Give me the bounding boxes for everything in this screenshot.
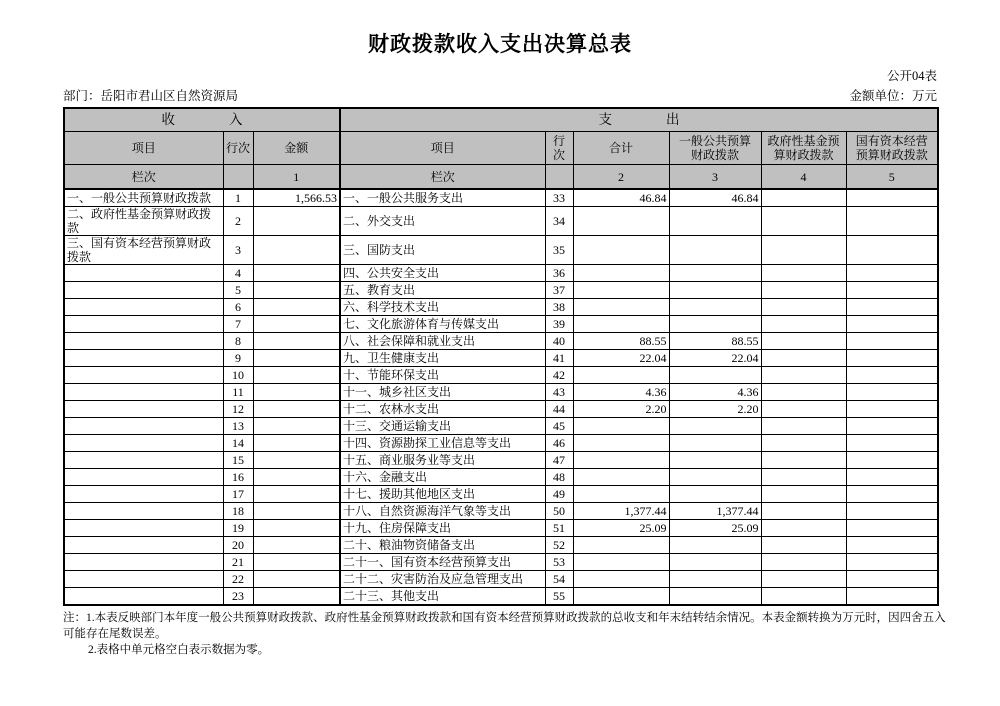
income-item-cell xyxy=(64,418,223,435)
income-amount-cell xyxy=(253,316,340,333)
income-item-cell xyxy=(64,571,223,588)
income-item-cell xyxy=(64,299,223,316)
expense-item-cell: 十、节能环保支出 xyxy=(340,367,545,384)
income-item-cell xyxy=(64,537,223,554)
expense-item-cell: 二十二、灾害防治及应急管理支出 xyxy=(340,571,545,588)
income-line-no-cell: 3 xyxy=(223,236,253,265)
general-public-budget-cell: 46.84 xyxy=(669,189,761,207)
income-line-no-cell: 15 xyxy=(223,452,253,469)
income-item-cell xyxy=(64,333,223,350)
income-amount-cell xyxy=(253,486,340,503)
general-public-budget-cell xyxy=(669,588,761,606)
expense-line-no-cell: 42 xyxy=(545,367,573,384)
expense-total-cell xyxy=(573,316,669,333)
expense-line-no-cell: 37 xyxy=(545,282,573,299)
income-line-no-cell: 2 xyxy=(223,207,253,236)
state-capital-budget-cell xyxy=(846,265,938,282)
state-capital-budget-cell xyxy=(846,401,938,418)
income-amount-cell xyxy=(253,571,340,588)
govt-fund-budget-cell xyxy=(761,316,846,333)
income-line-no-cell: 8 xyxy=(223,333,253,350)
income-amount-cell xyxy=(253,207,340,236)
income-amount-cell xyxy=(253,503,340,520)
index-income-amount: 1 xyxy=(253,165,340,190)
note-line-1: 注：1.本表反映部门本年度一般公共预算财政拨款、政府性基金预算财政拨款和国有资本经营预算财政拨款的总收支和年末结转结余情况。本表金额转换为万元时，因四舍五入可能存在尾数误差。 xyxy=(63,612,946,640)
expense-line-no-cell: 39 xyxy=(545,316,573,333)
state-capital-budget-cell xyxy=(846,520,938,537)
state-capital-budget-cell xyxy=(846,189,938,207)
expense-item-cell: 六、科学技术支出 xyxy=(340,299,545,316)
govt-fund-budget-cell xyxy=(761,537,846,554)
col-header-govt-fund-budget: 政府性基金预 算财政拨款 xyxy=(761,132,846,165)
govt-fund-budget-cell xyxy=(761,207,846,236)
govt-fund-budget-cell xyxy=(761,282,846,299)
income-item-cell: 二、政府性基金预算财政拨款 xyxy=(64,207,223,236)
expense-total-cell xyxy=(573,236,669,265)
general-public-budget-cell: 88.55 xyxy=(669,333,761,350)
table-row xyxy=(64,588,938,606)
expense-item-cell: 二、外交支出 xyxy=(340,207,545,236)
expense-total-cell xyxy=(573,571,669,588)
income-amount-cell xyxy=(253,588,340,606)
income-item-cell xyxy=(64,350,223,367)
income-amount-cell xyxy=(253,236,340,265)
state-capital-budget-cell xyxy=(846,469,938,486)
income-amount-cell xyxy=(253,401,340,418)
expense-item-cell: 十九、住房保障支出 xyxy=(340,520,545,537)
general-public-budget-cell xyxy=(669,418,761,435)
state-capital-budget-cell xyxy=(846,316,938,333)
govt-fund-budget-cell xyxy=(761,571,846,588)
govt-fund-budget-cell xyxy=(761,189,846,207)
expense-total-cell xyxy=(573,282,669,299)
income-line-no-cell: 1 xyxy=(223,189,253,207)
general-public-budget-cell xyxy=(669,367,761,384)
income-amount-cell xyxy=(253,520,340,537)
expense-line-no-cell: 41 xyxy=(545,350,573,367)
income-amount-cell xyxy=(253,350,340,367)
table-row xyxy=(64,282,938,299)
income-line-no-cell: 13 xyxy=(223,418,253,435)
general-public-budget-cell xyxy=(669,486,761,503)
expense-item-cell: 三、国防支出 xyxy=(340,236,545,265)
expense-line-no-cell: 35 xyxy=(545,236,573,265)
table-row xyxy=(64,571,938,588)
state-capital-budget-cell xyxy=(846,418,938,435)
expense-total-cell xyxy=(573,537,669,554)
expense-item-cell: 十五、商业服务业等支出 xyxy=(340,452,545,469)
general-public-budget-cell xyxy=(669,265,761,282)
income-line-no-cell: 20 xyxy=(223,537,253,554)
income-line-no-cell: 7 xyxy=(223,316,253,333)
income-item-cell xyxy=(64,316,223,333)
general-public-budget-cell xyxy=(669,207,761,236)
income-item-cell: 一、一般公共预算财政拨款 xyxy=(64,189,223,207)
income-line-no-cell: 10 xyxy=(223,367,253,384)
expense-total-cell xyxy=(573,452,669,469)
income-line-no-cell: 18 xyxy=(223,503,253,520)
govt-fund-budget-cell xyxy=(761,350,846,367)
expense-total-cell xyxy=(573,554,669,571)
expense-total-cell xyxy=(573,588,669,606)
income-line-no-cell: 19 xyxy=(223,520,253,537)
table-row xyxy=(64,350,938,367)
expense-item-cell: 九、卫生健康支出 xyxy=(340,350,545,367)
expense-item-cell: 二十一、国有资本经营预算支出 xyxy=(340,554,545,571)
col-header-income-item: 项目 xyxy=(64,132,223,165)
govt-fund-budget-cell xyxy=(761,469,846,486)
govt-fund-budget-cell xyxy=(761,554,846,571)
index-expense-line-no xyxy=(545,165,573,190)
expense-total-cell: 2.20 xyxy=(573,401,669,418)
expense-item-cell: 一、一般公共服务支出 xyxy=(340,189,545,207)
table-row xyxy=(64,554,938,571)
expense-item-cell: 十四、资源勘探工业信息等支出 xyxy=(340,435,545,452)
expense-total-cell xyxy=(573,207,669,236)
state-capital-budget-cell xyxy=(846,503,938,520)
general-public-budget-cell xyxy=(669,537,761,554)
general-public-budget-cell xyxy=(669,554,761,571)
income-group-header: 收 入 xyxy=(64,108,340,132)
income-item-cell xyxy=(64,367,223,384)
general-public-budget-cell xyxy=(669,299,761,316)
income-line-no-cell: 5 xyxy=(223,282,253,299)
index-state-capital-budget: 5 xyxy=(846,165,938,190)
income-item-cell xyxy=(64,520,223,537)
expense-total-cell: 22.04 xyxy=(573,350,669,367)
expense-line-no-cell: 34 xyxy=(545,207,573,236)
expense-line-no-cell: 53 xyxy=(545,554,573,571)
col-header-general-public-budget: 一般公共预算 财政拨款 xyxy=(669,132,761,165)
column-header-row xyxy=(64,132,938,165)
table-row xyxy=(64,418,938,435)
sheet-label: 公开04表 xyxy=(886,69,937,83)
income-line-no-cell: 14 xyxy=(223,435,253,452)
general-public-budget-cell xyxy=(669,435,761,452)
expense-total-cell xyxy=(573,418,669,435)
income-amount-cell xyxy=(253,265,340,282)
expense-item-cell: 十一、城乡社区支出 xyxy=(340,384,545,401)
state-capital-budget-cell xyxy=(846,384,938,401)
income-amount-cell xyxy=(253,554,340,571)
income-item-cell xyxy=(64,469,223,486)
income-item-cell xyxy=(64,265,223,282)
expense-item-cell: 十八、自然资源海洋气象等支出 xyxy=(340,503,545,520)
state-capital-budget-cell xyxy=(846,537,938,554)
state-capital-budget-cell xyxy=(846,554,938,571)
index-expense-total: 2 xyxy=(573,165,669,190)
table-row xyxy=(64,333,938,350)
expense-item-cell: 二十、粮油物资储备支出 xyxy=(340,537,545,554)
state-capital-budget-cell xyxy=(846,571,938,588)
expense-total-cell xyxy=(573,469,669,486)
table-row xyxy=(64,316,938,333)
table-body xyxy=(64,189,938,605)
expense-total-cell: 4.36 xyxy=(573,384,669,401)
state-capital-budget-cell xyxy=(846,207,938,236)
state-capital-budget-cell xyxy=(846,588,938,606)
table-row xyxy=(64,189,938,207)
department-label: 部门：岳阳市君山区自然资源局 xyxy=(63,89,239,103)
general-public-budget-cell xyxy=(669,316,761,333)
expense-line-no-cell: 44 xyxy=(545,401,573,418)
income-line-no-cell: 17 xyxy=(223,486,253,503)
general-public-budget-cell: 22.04 xyxy=(669,350,761,367)
expense-item-cell: 二十三、其他支出 xyxy=(340,588,545,606)
income-amount-cell xyxy=(253,367,340,384)
table-row xyxy=(64,486,938,503)
expense-line-no-cell: 52 xyxy=(545,537,573,554)
expense-total-cell: 88.55 xyxy=(573,333,669,350)
general-public-budget-cell xyxy=(669,282,761,299)
col-header-income-line-no: 行次 xyxy=(223,132,253,165)
income-line-no-cell: 4 xyxy=(223,265,253,282)
govt-fund-budget-cell xyxy=(761,418,846,435)
income-line-no-cell: 12 xyxy=(223,401,253,418)
general-public-budget-cell xyxy=(669,469,761,486)
general-public-budget-cell xyxy=(669,452,761,469)
income-line-no-cell: 22 xyxy=(223,571,253,588)
income-line-no-cell: 23 xyxy=(223,588,253,606)
state-capital-budget-cell xyxy=(846,350,938,367)
income-amount-cell xyxy=(253,333,340,350)
general-public-budget-cell: 4.36 xyxy=(669,384,761,401)
expense-item-cell: 十六、金融支出 xyxy=(340,469,545,486)
expense-total-cell xyxy=(573,367,669,384)
col-header-state-capital-budget: 国有资本经营 预算财政拨款 xyxy=(846,132,938,165)
income-item-cell xyxy=(64,282,223,299)
income-amount-cell: 1,566.53 xyxy=(253,189,340,207)
govt-fund-budget-cell xyxy=(761,384,846,401)
expense-total-cell: 25.09 xyxy=(573,520,669,537)
govt-fund-budget-cell xyxy=(761,401,846,418)
expense-total-cell: 1,377.44 xyxy=(573,503,669,520)
table-row xyxy=(64,299,938,316)
expense-total-cell xyxy=(573,265,669,282)
table-row xyxy=(64,207,938,236)
note-line-2: 2.表格中单元格空白表示数据为零。 xyxy=(88,644,270,656)
income-line-no-cell: 9 xyxy=(223,350,253,367)
expense-item-cell: 十七、援助其他地区支出 xyxy=(340,486,545,503)
govt-fund-budget-cell xyxy=(761,452,846,469)
expense-line-no-cell: 36 xyxy=(545,265,573,282)
state-capital-budget-cell xyxy=(846,435,938,452)
income-item-cell xyxy=(64,554,223,571)
expense-total-cell xyxy=(573,486,669,503)
govt-fund-budget-cell xyxy=(761,486,846,503)
general-public-budget-cell: 1,377.44 xyxy=(669,503,761,520)
income-item-cell xyxy=(64,452,223,469)
income-line-no-cell: 11 xyxy=(223,384,253,401)
index-income-line-no xyxy=(223,165,253,190)
expense-line-no-cell: 33 xyxy=(545,189,573,207)
expense-total-cell xyxy=(573,435,669,452)
expense-item-cell: 四、公共安全支出 xyxy=(340,265,545,282)
table-row xyxy=(64,520,938,537)
income-amount-cell xyxy=(253,299,340,316)
income-item-cell xyxy=(64,503,223,520)
budget-table xyxy=(63,107,939,606)
expense-line-no-cell: 46 xyxy=(545,435,573,452)
state-capital-budget-cell xyxy=(846,282,938,299)
state-capital-budget-cell xyxy=(846,299,938,316)
table-row xyxy=(64,265,938,282)
expense-item-cell: 十二、农林水支出 xyxy=(340,401,545,418)
income-amount-cell xyxy=(253,384,340,401)
state-capital-budget-cell xyxy=(846,236,938,265)
col-header-expense-total: 合计 xyxy=(573,132,669,165)
govt-fund-budget-cell xyxy=(761,435,846,452)
col-header-expense-line-no: 行次 xyxy=(545,132,573,165)
income-amount-cell xyxy=(253,418,340,435)
govt-fund-budget-cell xyxy=(761,333,846,350)
expense-item-cell: 七、文化旅游体育与传媒支出 xyxy=(340,316,545,333)
income-item-cell xyxy=(64,435,223,452)
income-amount-cell xyxy=(253,469,340,486)
expense-line-no-cell: 47 xyxy=(545,452,573,469)
expense-group-header: 支 出 xyxy=(340,108,938,132)
table-row xyxy=(64,236,938,265)
income-item-cell xyxy=(64,486,223,503)
govt-fund-budget-cell xyxy=(761,588,846,606)
expense-line-no-cell: 50 xyxy=(545,503,573,520)
index-govt-fund-budget: 4 xyxy=(761,165,846,190)
expense-item-cell: 八、社会保障和就业支出 xyxy=(340,333,545,350)
index-expense-item: 栏次 xyxy=(340,165,545,190)
general-public-budget-cell xyxy=(669,571,761,588)
footnotes xyxy=(63,610,949,658)
expense-line-no-cell: 49 xyxy=(545,486,573,503)
state-capital-budget-cell xyxy=(846,486,938,503)
general-public-budget-cell xyxy=(669,236,761,265)
table-row xyxy=(64,401,938,418)
expense-total-cell: 46.84 xyxy=(573,189,669,207)
govt-fund-budget-cell xyxy=(761,265,846,282)
group-header-row xyxy=(64,108,938,132)
table-row xyxy=(64,367,938,384)
income-item-cell xyxy=(64,384,223,401)
income-amount-cell xyxy=(253,282,340,299)
income-item-cell xyxy=(64,588,223,606)
income-line-no-cell: 6 xyxy=(223,299,253,316)
income-amount-cell xyxy=(253,435,340,452)
expense-line-no-cell: 54 xyxy=(545,571,573,588)
state-capital-budget-cell xyxy=(846,452,938,469)
col-header-expense-item: 项目 xyxy=(340,132,545,165)
govt-fund-budget-cell xyxy=(761,236,846,265)
income-line-no-cell: 16 xyxy=(223,469,253,486)
table-row xyxy=(64,469,938,486)
income-line-no-cell: 21 xyxy=(223,554,253,571)
col-header-income-amount: 金额 xyxy=(253,132,340,165)
general-public-budget-cell: 25.09 xyxy=(669,520,761,537)
expense-line-no-cell: 40 xyxy=(545,333,573,350)
table-row xyxy=(64,435,938,452)
expense-line-no-cell: 38 xyxy=(545,299,573,316)
expense-total-cell xyxy=(573,299,669,316)
general-public-budget-cell: 2.20 xyxy=(669,401,761,418)
table-row xyxy=(64,537,938,554)
income-item-cell xyxy=(64,401,223,418)
table-row xyxy=(64,503,938,520)
expense-item-cell: 五、教育支出 xyxy=(340,282,545,299)
table-header xyxy=(64,108,938,189)
table-row xyxy=(64,452,938,469)
income-amount-cell xyxy=(253,537,340,554)
expense-line-no-cell: 55 xyxy=(545,588,573,606)
govt-fund-budget-cell xyxy=(761,367,846,384)
income-item-cell: 三、国有资本经营预算财政拨款 xyxy=(64,236,223,265)
expense-line-no-cell: 48 xyxy=(545,469,573,486)
page-title: 财政拨款收入支出决算总表 xyxy=(368,32,632,56)
state-capital-budget-cell xyxy=(846,367,938,384)
index-income-item: 栏次 xyxy=(64,165,223,190)
index-header-row xyxy=(64,165,938,190)
govt-fund-budget-cell xyxy=(761,299,846,316)
state-capital-budget-cell xyxy=(846,333,938,350)
govt-fund-budget-cell xyxy=(761,520,846,537)
income-amount-cell xyxy=(253,452,340,469)
expense-line-no-cell: 45 xyxy=(545,418,573,435)
expense-line-no-cell: 51 xyxy=(545,520,573,537)
table-row xyxy=(64,384,938,401)
unit-label: 金额单位：万元 xyxy=(849,89,937,103)
index-general-public-budget: 3 xyxy=(669,165,761,190)
govt-fund-budget-cell xyxy=(761,503,846,520)
expense-line-no-cell: 43 xyxy=(545,384,573,401)
meta-row xyxy=(63,86,937,104)
expense-item-cell: 十三、交通运输支出 xyxy=(340,418,545,435)
